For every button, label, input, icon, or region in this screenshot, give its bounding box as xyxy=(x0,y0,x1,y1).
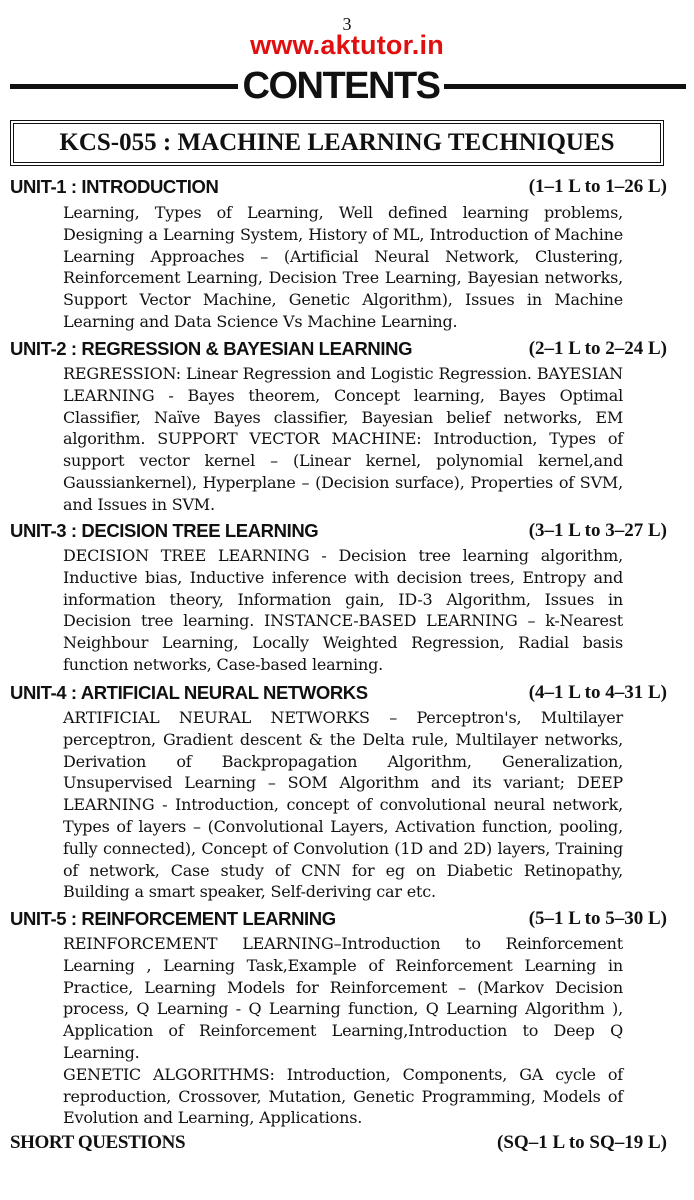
unit-page-range: (2–1 L to 2–24 L) xyxy=(528,338,667,359)
unit-paragraph: GENETIC ALGORITHMS: Introduction, Components, GA cycle of reproduction, Crossover, Mutation, Genetic Programming, Models of Evolution and Learning, Applications. xyxy=(63,1064,623,1128)
unit-paragraph: REINFORCEMENT LEARNING–Introduction to Reinforcement Learning , Learning Task,Example of Reinforcement Learning in Practice, Learning Models for Reinforcement – (Markov Decision process, Q Learning - Q Learning function, Q Learning Algorithm ), Application of Reinforcement Learning,Introduction to Deep Q Learning. xyxy=(63,934,623,1062)
unit-5-description xyxy=(63,933,623,1129)
unit-paragraph: Learning, Types of Learning, Well defined learning problems, Designing a Learning System, History of ML, Introduction of Machine Learning Approaches – (Artificial Neural Network, Clustering, Reinforcement Learning, Decision Tree Learning, Bayesian networks, Support Vector Machine, Genetic Algorithm), Issues in Machine Learning and Data Science Vs Machine Learning. xyxy=(63,203,623,331)
unit-1-heading xyxy=(10,175,667,199)
unit-paragraph: DECISION TREE LEARNING - Decision tree learning algorithm, Inductive bias, Inductive inference with decision trees, Entropy and information theory, Information gain, ID-3 Algorithm, Issues in Decision tree learning. INSTANCE-BASED LEARNING – k-Nearest Neighbour Learning, Locally Weighted Regression, Radial basis function networks, Case-based learning. xyxy=(63,546,623,674)
unit-page-range: (4–1 L to 4–31 L) xyxy=(528,682,667,703)
unit-3-description xyxy=(63,545,623,676)
unit-4-heading xyxy=(10,681,667,705)
subject-title-box: KCS-055 : MACHINE LEARNING TECHNIQUES xyxy=(10,120,664,166)
unit-3-heading xyxy=(10,519,667,543)
unit-title: UNIT-2 : REGRESSION & BAYESIAN LEARNING xyxy=(10,338,413,359)
unit-title: UNIT-5 : REINFORCEMENT LEARNING xyxy=(10,908,336,929)
unit-5-heading xyxy=(10,907,667,931)
unit-1-description xyxy=(63,202,623,333)
unit-paragraph: REGRESSION: Linear Regression and Logistic Regression. BAYESIAN LEARNING - Bayes theorem, Concept learning, Bayes Optimal Classifier, Naïve Bayes classifier, Bayesian belief networks, EM algorithm. SUPPORT VECTOR MACHINE: Introduction, Types of support vector kernel – (Linear kernel, polynomial kernel,and Gaussiankernel), Hyperplane – (Decision surface), Properties of SVM, and Issues in SVM. xyxy=(63,364,623,514)
unit-page-range: (5–1 L to 5–30 L) xyxy=(528,908,667,929)
site-url-link[interactable]: www.aktutor.in xyxy=(250,30,444,60)
unit-2-heading xyxy=(10,337,667,361)
unit-page-range: (1–1 L to 1–26 L) xyxy=(528,176,667,197)
short-questions-title: SHORT QUESTIONS xyxy=(10,1132,186,1153)
unit-title: UNIT-3 : DECISION TREE LEARNING xyxy=(10,520,319,541)
contents-heading-bar xyxy=(0,65,694,107)
unit-paragraph: ARTIFICIAL NEURAL NETWORKS – Perceptron's, Multilayer perceptron, Gradient descent & the Delta rule, Multilayer networks, Derivation of Backpropagation Algorithm, Generalization, Unsupervised Learning – SOM Algorithm and its variant; DEEP LEARNING - Introduction, concept of convolutional neural network, Types of layers – (Convolutional Layers, Activation function, pooling, fully connected), Concept of Convolution (1D and 2D) layers, Training of network, Case study of CNN for eg on Diabetic Retinopathy, Building a smart speaker, Self-deriving car etc. xyxy=(63,708,623,902)
short-questions-range: (SQ–1 L to SQ–19 L) xyxy=(497,1132,667,1153)
unit-page-range: (3–1 L to 3–27 L) xyxy=(528,520,667,541)
contents-title: CONTENTS xyxy=(238,68,444,104)
unit-4-description xyxy=(63,707,623,903)
unit-title: UNIT-1 : INTRODUCTION xyxy=(10,176,219,197)
short-questions-heading xyxy=(10,1131,667,1155)
unit-2-description xyxy=(63,363,623,516)
unit-title: UNIT-4 : ARTIFICIAL NEURAL NETWORKS xyxy=(10,682,368,703)
page-number: 3 xyxy=(342,14,352,34)
